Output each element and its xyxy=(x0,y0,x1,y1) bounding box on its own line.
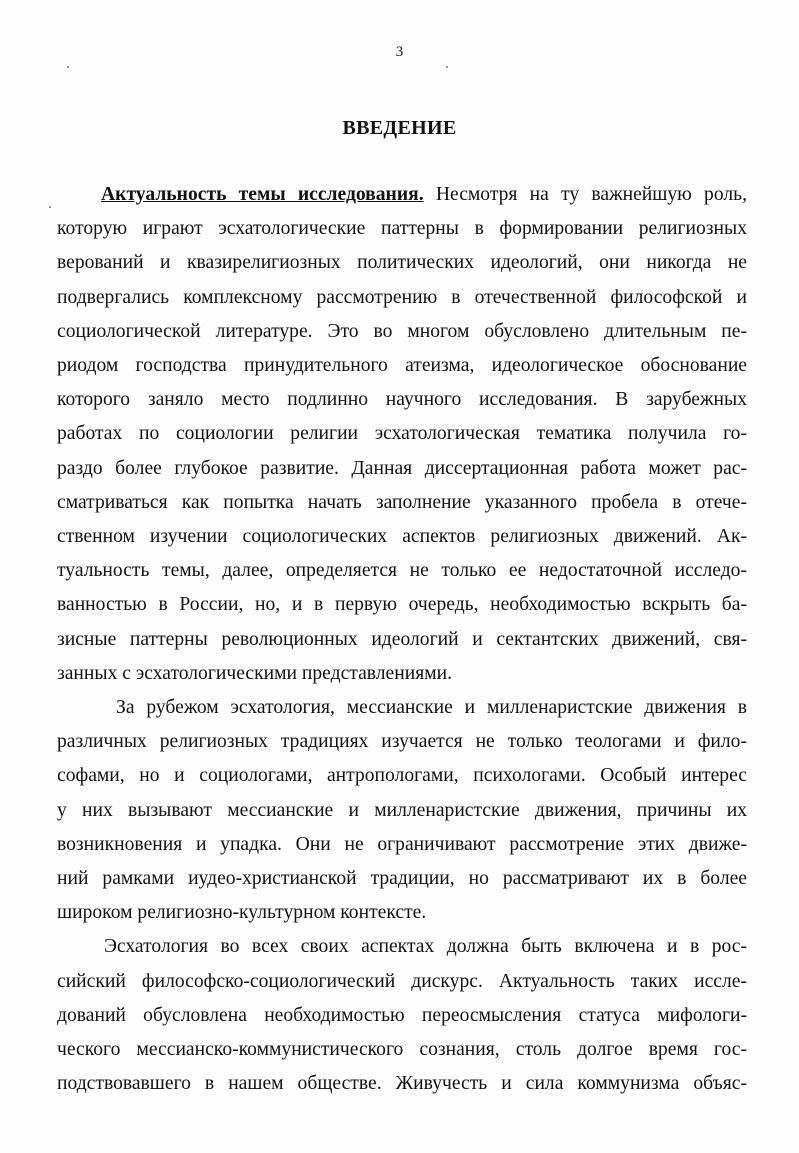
text-line: у них вызывают мессианские и милленаристские движения, причины их xyxy=(57,799,747,821)
text-line: раздо более глубокое развитие. Данная диссертационная работа может рас- xyxy=(57,457,747,479)
page-number: 3 xyxy=(395,44,404,60)
text-line: работах по социологии религии эсхатологическая тематика получила го- xyxy=(57,423,747,445)
text-line: За рубежом эсхатология, мессианские и милленаристские движения в xyxy=(116,697,747,719)
text-line: Актуальность темы исследования. Несмотря на ту важнейшую роль, xyxy=(101,184,747,205)
text-line: риодом господства принудительного атеизма, идеологическое обоснование xyxy=(57,355,747,377)
text-line: социологической литературе. Это во многом обусловлено длительным пе- xyxy=(57,320,747,342)
text-line: занных с эсхатологическими представлениями. xyxy=(57,662,453,684)
text-line: широком религиозно-культурном контексте. xyxy=(57,902,427,924)
text-line: сийский философско-социологический дискурс. Актуальность таких иссле- xyxy=(57,970,747,992)
text-line: которую играют эсхатологические паттерны в формировании религиозных xyxy=(57,218,747,240)
paragraph-1 xyxy=(57,178,747,691)
text-line: ванностью в России, но, и в первую очередь, необходимостью вскрыть ба- xyxy=(57,594,747,616)
text-line: Эсхатология во всех своих аспектах должна быть включена и в рос- xyxy=(104,936,747,958)
text-line: дований обусловлена необходимостью переосмысления статуса мифологи- xyxy=(57,1004,747,1026)
text-line: ственном изучении социологических аспектов религиозных движений. Ак- xyxy=(57,526,747,548)
paragraph-2 xyxy=(57,691,747,930)
text-line: подствовавшего в нашем обществе. Живучесть и сила коммунизма объяс- xyxy=(57,1073,747,1095)
text-line: различных религиозных традициях изучается не только теологами и фило- xyxy=(57,731,747,753)
scan-speck xyxy=(67,66,69,68)
body-text xyxy=(57,178,747,1101)
paragraph-3 xyxy=(57,930,747,1101)
text-line: софами, но и социологами, антропологами, психологами. Особый интерес xyxy=(57,765,747,787)
text-line: туальность темы, далее, определяется не только ее недостаточной исследо- xyxy=(57,560,747,582)
scan-speck xyxy=(446,66,448,68)
text-line: ческого мессианско-коммунистического сознания, столь долгое время гос- xyxy=(57,1039,747,1061)
text-line: которого заняло место подлинно научного исследования. В зарубежных xyxy=(57,389,747,411)
text-line: ний рамками иудео-христианской традиции, но рассматривают их в более xyxy=(57,868,747,890)
scan-speck xyxy=(49,206,51,208)
text-line: возникновения и упадка. Они не ограничивают рассмотрение этих движе- xyxy=(57,833,747,855)
text-line: зисные паттерны революционных идеологий и сектантских движений, свя- xyxy=(57,628,747,650)
text-line: сматриваться как попытка начать заполнение указанного пробела в отече- xyxy=(57,491,747,513)
text-line: подвергались комплексному рассмотрению в отечественной философской и xyxy=(57,286,747,308)
paragraph-lead: Актуальность темы исследования. xyxy=(101,184,424,205)
text-line: верований и квазирелигиозных политических идеологий, они никогда не xyxy=(57,252,747,274)
section-heading: ВВЕДЕНИЕ xyxy=(342,117,457,139)
